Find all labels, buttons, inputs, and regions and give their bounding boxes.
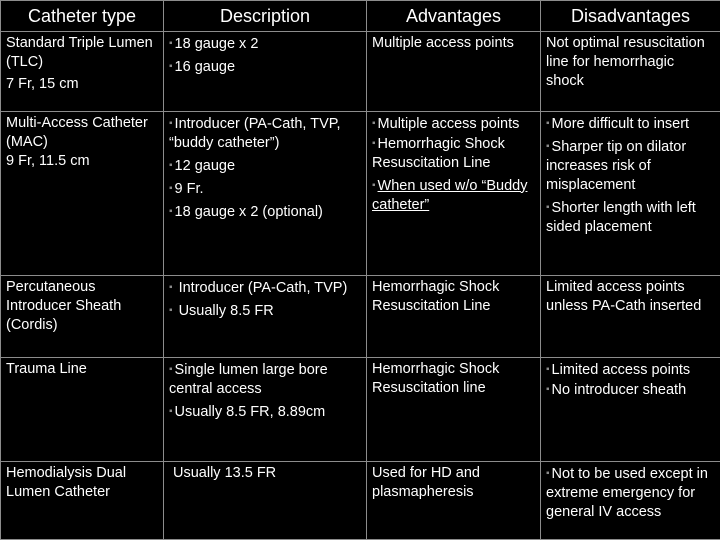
advantage-text: Hemorrhagic Shock Resuscitation line (372, 360, 500, 396)
bullet-icon: ▪ (169, 205, 173, 217)
bullet-icon: ▪ (546, 468, 550, 480)
table-row (1, 32, 720, 112)
list-item: ▪ Limited access points (546, 361, 691, 378)
bullet-icon: ▪ (169, 305, 173, 317)
cell-description (164, 462, 367, 540)
bullet-icon: ▪ (169, 38, 173, 49)
cell-disadvantages (541, 462, 720, 540)
cell-description (164, 111, 367, 276)
advantage-text: Used for HD and plasmapheresis (372, 465, 480, 501)
list-item: ▪ Sharper tip on dilator increases risk of misplacement (546, 138, 687, 193)
bullet-icon: ▪ (169, 405, 173, 417)
table-row (1, 357, 720, 461)
cell-disadvantages (541, 276, 720, 358)
cell-description (164, 357, 367, 461)
list-item: ▪ Introducer (PA-Cath, TVP) (169, 280, 348, 297)
cell-type (1, 276, 164, 358)
list-item: ▪ More difficult to insert (546, 115, 690, 132)
description-text: Usually 13.5 FR (173, 465, 277, 482)
type-size: 7 Fr, 15 cm (6, 76, 79, 92)
header-advantages: Advantages (367, 1, 541, 32)
bullet-icon: ▪ (169, 363, 173, 375)
header-disadvantages: Disadvantages (541, 1, 720, 32)
list-item: ▪ 18 gauge x 2 (optional) (169, 203, 323, 220)
cell-disadvantages (541, 111, 720, 276)
disadvantage-text: Not optimal resuscitation line for hemorrhagic shock (546, 35, 705, 89)
bullet-icon: ▪ (546, 140, 550, 152)
list-item: ▪ Shorter length with left sided placement (546, 199, 696, 235)
list-item: ▪ 18 gauge x 2 (169, 36, 259, 52)
list-item: ▪ Single lumen large bore central access (169, 361, 328, 397)
list-item: ▪ No introducer sheath (546, 381, 687, 398)
bullet-icon: ▪ (372, 179, 376, 191)
advantage-text: Hemorrhagic Shock Resuscitation Line (372, 279, 500, 315)
bullet-icon: ▪ (372, 117, 376, 129)
type-name: Standard Triple Lumen (TLC) (6, 35, 153, 70)
list-item: ▪ Hemorrhagic Shock Resuscitation Line (372, 135, 505, 171)
bullet-icon: ▪ (169, 159, 173, 171)
cell-advantages (367, 111, 541, 276)
cell-description (164, 32, 367, 112)
list-item: ▪ Usually 8.5 FR (169, 303, 274, 320)
cell-type (1, 32, 164, 112)
table-row (1, 462, 720, 540)
list-item: ▪ When used w/o “Buddy catheter” (372, 177, 528, 213)
list-item: ▪ Introducer (PA-Cath, TVP, “buddy catheter”) (169, 115, 341, 151)
cell-advantages (367, 462, 541, 540)
type-name: Hemodialysis Dual Lumen Catheter (6, 465, 127, 501)
type-name: Trauma Line (6, 360, 87, 377)
bullet-icon: ▪ (546, 383, 550, 395)
cell-type (1, 111, 164, 276)
cell-disadvantages (541, 32, 720, 112)
type-name: Percutaneous Introducer Sheath (Cordis) (6, 279, 122, 334)
bullet-icon: ▪ (169, 61, 173, 72)
disadvantage-text: Limited access points unless PA-Cath inserted (546, 279, 702, 315)
bullet-icon: ▪ (546, 363, 550, 375)
cell-advantages (367, 276, 541, 358)
list-item: ▪ 12 gauge (169, 157, 236, 174)
type-name: Multi-Access Catheter (MAC) (6, 114, 148, 150)
header-description: Description (164, 1, 367, 32)
bullet-icon: ▪ (546, 201, 550, 213)
advantage-text: Multiple access points (372, 35, 514, 51)
list-item: ▪ Multiple access points (372, 115, 520, 132)
table-row (1, 111, 720, 276)
cell-disadvantages (541, 357, 720, 461)
type-size: 9 Fr, 11.5 cm (6, 152, 90, 169)
bullet-icon: ▪ (169, 282, 173, 294)
table-row (1, 276, 720, 358)
list-item: ▪ Not to be used except in extreme emergency for general IV access (546, 466, 708, 521)
bullet-icon: ▪ (546, 117, 550, 129)
header-catheter-type: Catheter type (1, 1, 164, 32)
list-item: ▪ Usually 8.5 FR, 8.89cm (169, 403, 326, 420)
cell-type (1, 357, 164, 461)
list-item: ▪ 16 gauge (169, 59, 236, 75)
list-item: ▪ 9 Fr. (169, 180, 204, 197)
cell-description (164, 276, 367, 358)
bullet-icon: ▪ (169, 117, 173, 129)
cell-type (1, 462, 164, 540)
cell-advantages (367, 32, 541, 112)
header-row (1, 1, 720, 32)
cell-advantages (367, 357, 541, 461)
bullet-icon: ▪ (169, 182, 173, 194)
bullet-icon: ▪ (372, 137, 376, 149)
